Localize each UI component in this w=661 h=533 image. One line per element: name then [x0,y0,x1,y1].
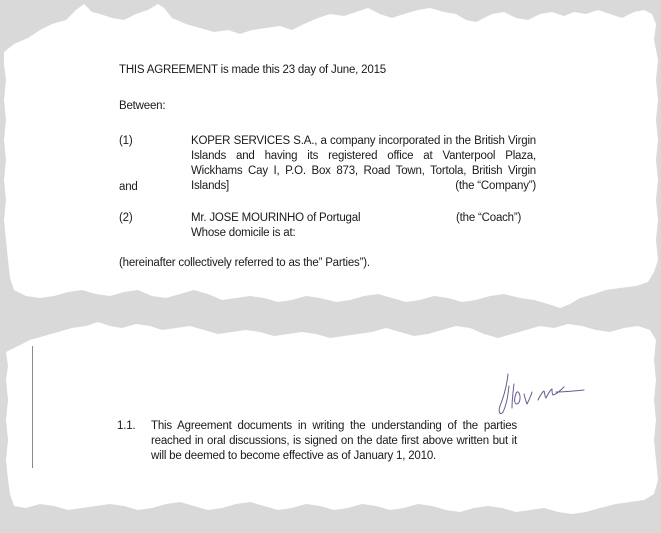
signature-initials-icon [494,370,594,420]
party-2-line-2: Whose domicile is at: [191,227,296,239]
party-1-designation: (the “Company”) [455,180,536,192]
party-1-line-1: KOPER SERVICES S.A., a company incorporated in the British Virgin [191,135,536,147]
party-1-number: (1) [119,135,133,147]
clause-line-1: This Agreement documents in writing the understanding of the parties [151,420,517,432]
collective-reference: (hereinafter collectively referred to as the” Parties”). [119,257,370,269]
margin-rule [32,346,33,468]
party-2-number: (2) [119,212,133,224]
clause-number: 1.1. [117,420,136,432]
party-1-line-3: Wickhams Cay I, P.O. Box 873, Road Town, Tortola, British Virgin [191,165,536,177]
agreement-preamble: THIS AGREEMENT is made this 23 day of June, 2015 [119,64,386,76]
clause-body [151,419,517,464]
party-1-line-2: Islands and having its registered office at Vanterpool Plaza, [191,150,536,162]
clause-line-2: reached in oral discussions, is signed on the date first above written but it [151,435,517,447]
party-2-designation: (the “Coach”) [456,212,522,224]
clause-line-3: will be deemed to become effective as of January 1, 2010. [151,450,437,462]
party-1-line-4: Islands] [191,180,230,192]
party-2-line-1: Mr. JOSE MOURINHO of Portugal [191,212,361,224]
between-label: Between: [119,100,166,112]
and-label: and [119,181,138,193]
